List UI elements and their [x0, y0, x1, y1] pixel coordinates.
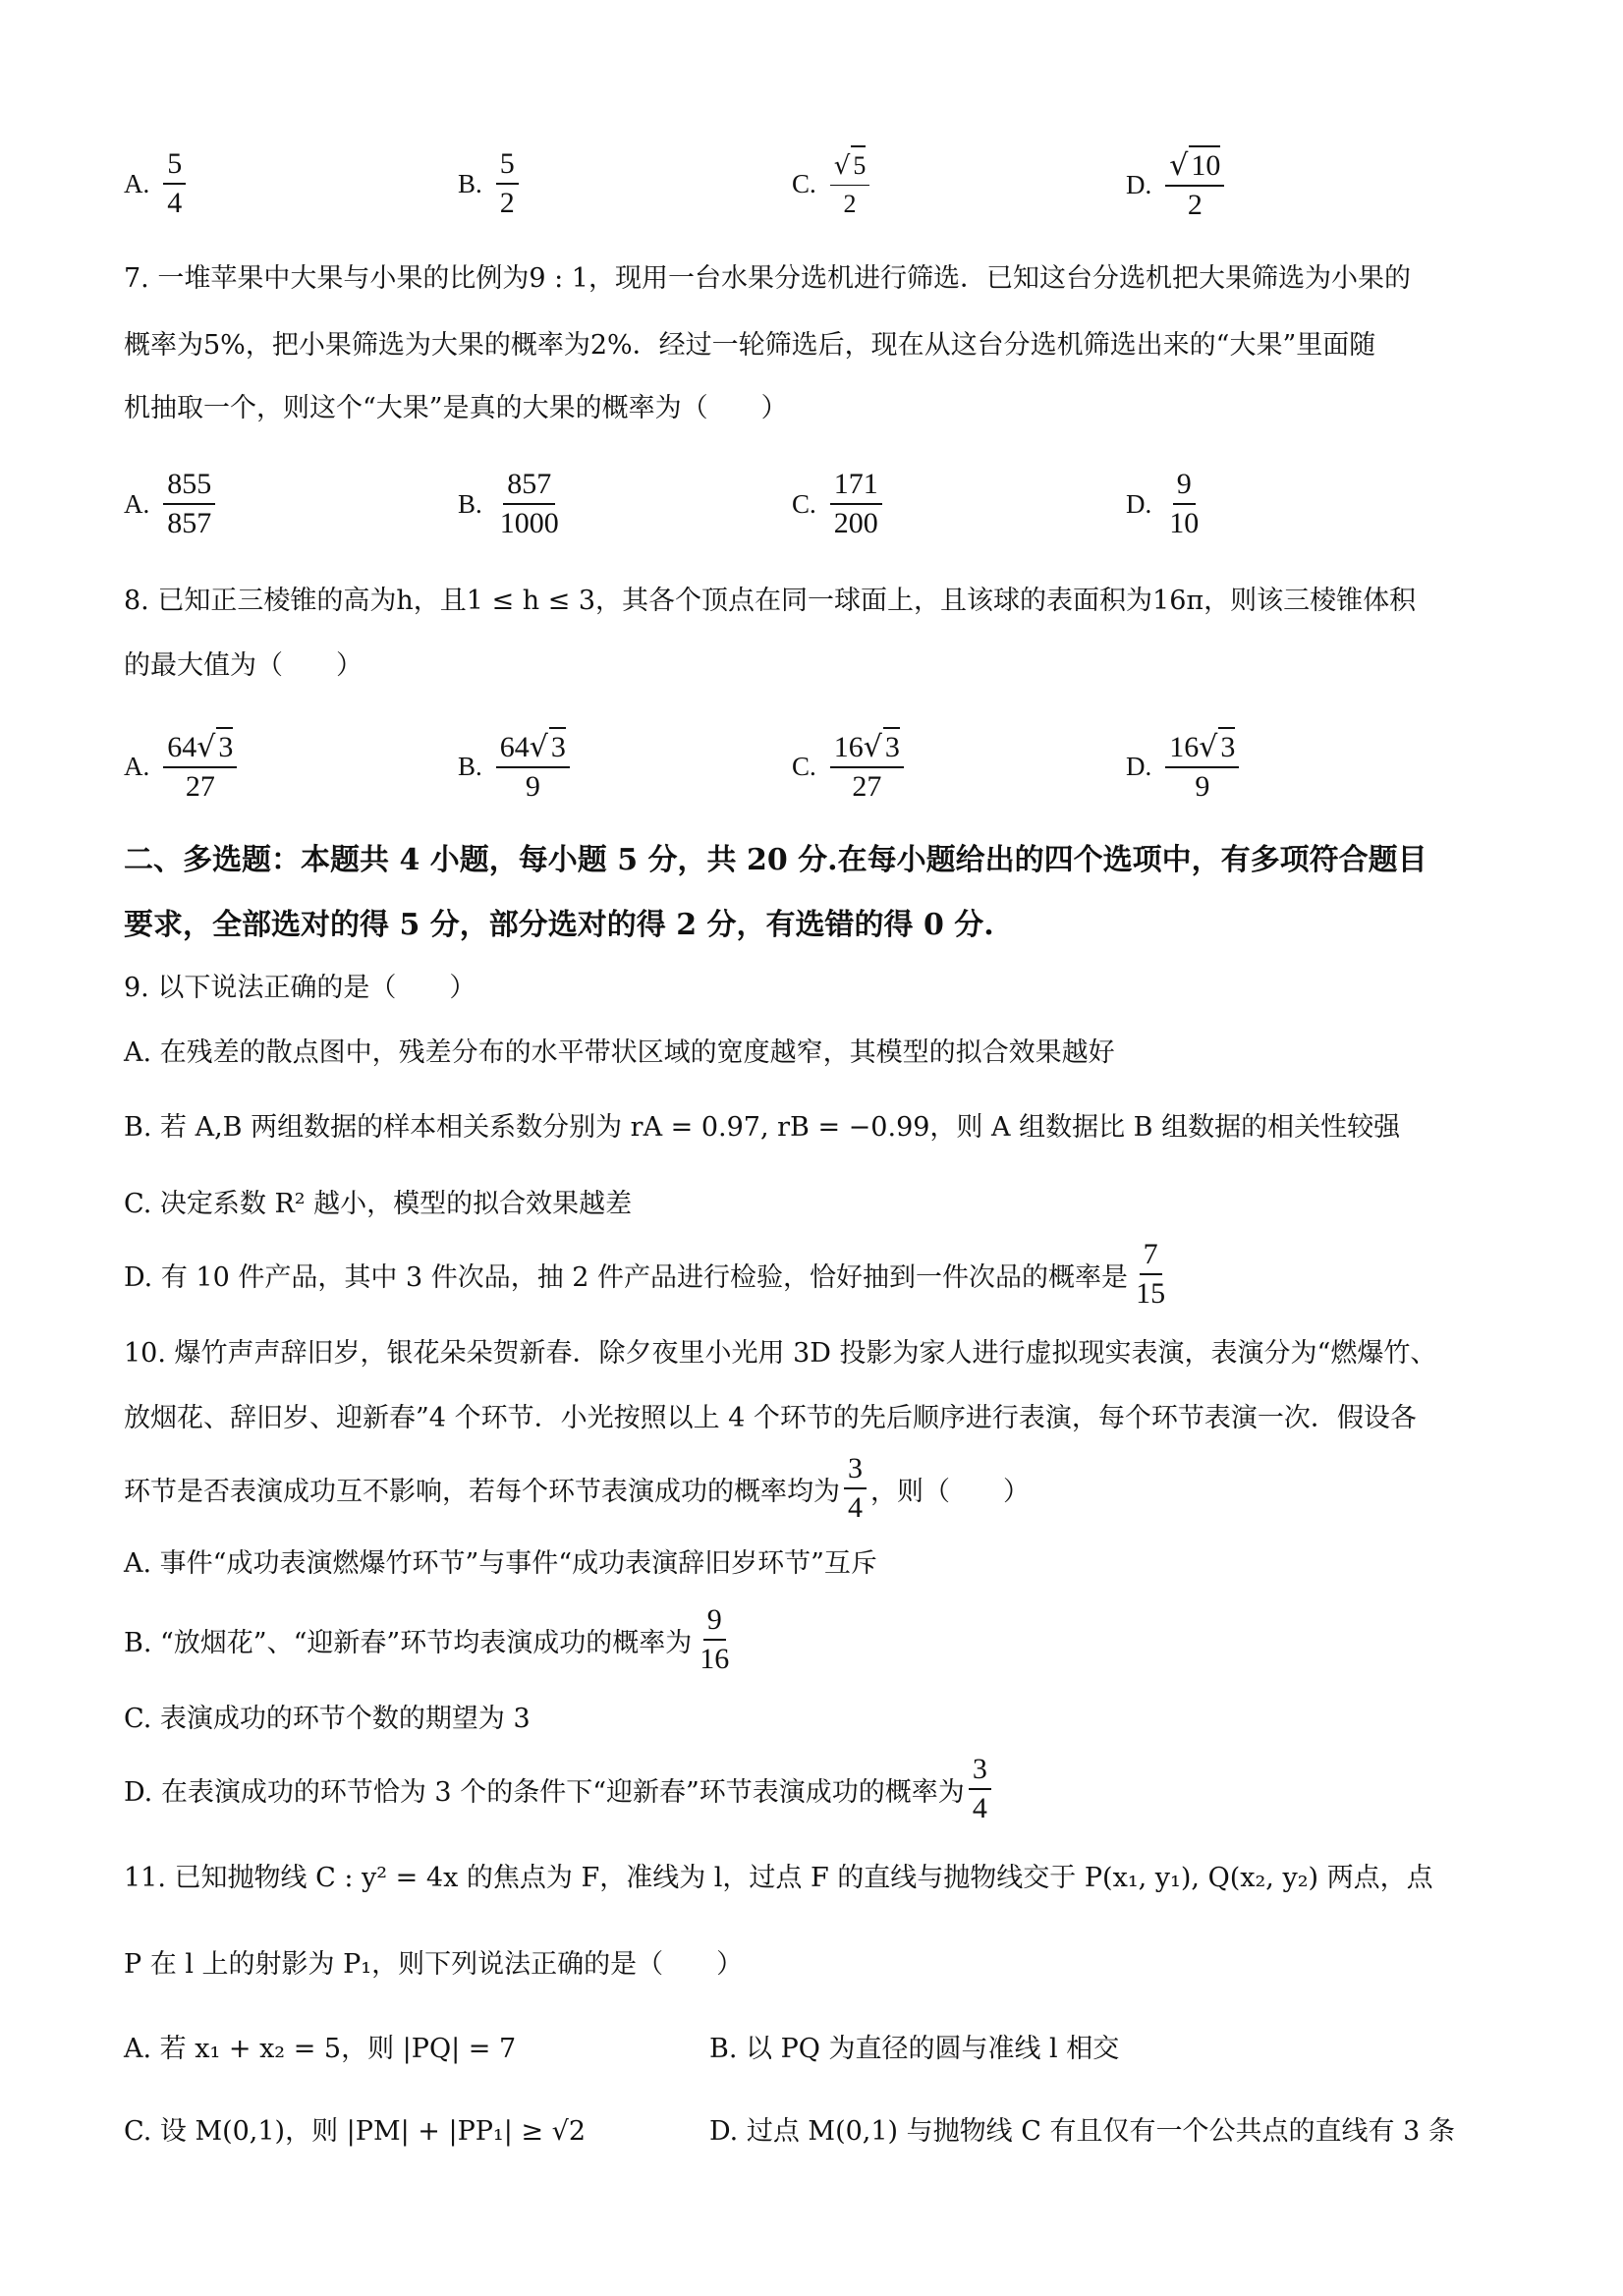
option-label: D.: [1126, 488, 1152, 519]
option-label: C.: [792, 488, 816, 519]
fraction: [496, 727, 570, 806]
q7-stem-line-1: 7. 一堆苹果中大果与小果的比例为9 : 1，现用一台水果分选机进行筛选．已知这台分选机把大果筛选为小果的: [124, 263, 1411, 294]
denominator: 4: [167, 187, 183, 219]
denominator: 2: [843, 190, 857, 218]
radicand: 3: [549, 727, 566, 766]
q9-option-d: [124, 1236, 1173, 1313]
q6-option-b: [458, 145, 523, 222]
denominator: 27: [852, 770, 882, 803]
fraction: [163, 466, 215, 542]
denominator: 10: [1169, 507, 1200, 539]
fraction: [163, 727, 237, 806]
coefficient: 64: [499, 731, 530, 763]
numerator: 171: [830, 466, 882, 505]
numerator: [1165, 145, 1224, 187]
q8-option-a: [124, 727, 241, 806]
q9-option-a: A. 在残差的散点图中，残差分布的水平带状区域的宽度越窄，其模型的拟合效果越好: [124, 1037, 1115, 1068]
q9-option-c: C. 决定系数 R² 越小，模型的拟合效果越差: [124, 1189, 633, 1219]
fraction: [1165, 145, 1224, 224]
radical-sign: √: [1169, 148, 1189, 183]
radicand: 3: [1218, 727, 1235, 766]
option-label: A.: [124, 751, 150, 781]
denominator: 4: [848, 1491, 863, 1524]
q10-stem-line-3: [124, 1450, 1030, 1527]
fraction: [1132, 1236, 1169, 1313]
q9-option-b: B. 若 A,B 两组数据的样本相关系数分别为 rA = 0.97, rB = −0.99，则 A 组数据比 B 组数据的相关性较强: [124, 1112, 1401, 1143]
option-text: D. 有 10 件产品，其中 3 件次品，抽 2 件产品进行检验，恰好抽到一件次品的概率是: [124, 1261, 1129, 1293]
denominator: 1000: [499, 507, 559, 539]
option-label: C.: [792, 751, 816, 781]
q6-option-c: [792, 145, 873, 223]
fraction: [830, 145, 870, 223]
coefficient: 16: [1169, 731, 1200, 763]
option-text: D. 在表演成功的环节恰为 3 个的条件下“迎新春”环节表演成功的概率为: [124, 1776, 965, 1808]
denominator: 857: [167, 507, 212, 539]
denominator: 9: [525, 770, 540, 803]
q8-option-b: [458, 727, 574, 806]
q8-stem-line-1: 8. 已知正三棱锥的高为h，且1 ≤ h ≤ 3，其各个顶点在同一球面上，且该球的表面积为16π，则该三棱锥体积: [124, 586, 1417, 616]
option-label: B.: [458, 168, 482, 198]
denominator: 200: [833, 507, 878, 539]
q7-option-b: [458, 466, 567, 542]
fraction: [496, 466, 563, 542]
numerator: 855: [163, 466, 215, 505]
fraction: [844, 1450, 867, 1527]
q7-stem-line-2: 概率为5%，把小果筛选为大果的概率为2%．经过一轮筛选后，现在从这台分选机筛选出来的“大果”里面随: [124, 330, 1376, 361]
radical-sign: √: [833, 151, 851, 181]
fraction: [830, 727, 904, 806]
numerator: [1165, 727, 1239, 768]
fraction: [496, 145, 519, 222]
option-label: C.: [792, 169, 816, 198]
option-text: B. “放烟花”、“迎新春”环节均表演成功的概率为: [124, 1627, 693, 1658]
q11-stem-line-2: P 在 l 上的射影为 P₁，则下列说法正确的是（ ）: [124, 1949, 744, 1980]
q9-stem: 9. 以下说法正确的是（ ）: [124, 973, 476, 1003]
numerator: 9: [703, 1601, 726, 1641]
stem-tail: ，则（ ）: [870, 1476, 1030, 1507]
numerator: 3: [844, 1450, 867, 1489]
q10-option-c: C. 表演成功的环节个数的期望为 3: [124, 1704, 531, 1734]
section-header-line-2: 要求，全部选对的得 5 分，部分选对的得 2 分，有选错的得 0 分.: [124, 908, 994, 942]
q11-stem-line-1: 11. 已知抛物线 C : y² = 4x 的焦点为 F，准线为 l，过点 F 的直线与抛物线交于 P(x₁, y₁), Q(x₂, y₂) 两点，点: [124, 1863, 1433, 1893]
q11-option-b: B. 以 PQ 为直径的圆与准线 l 相交: [709, 2034, 1120, 2064]
radical-sign: √: [529, 730, 548, 764]
radical-sign: √: [863, 730, 882, 764]
denominator: 2: [499, 187, 515, 219]
q6-option-d: [1126, 145, 1228, 224]
section-header-line-1: 二、多选题：本题共 4 小题，每小题 5 分，共 20 分.在每小题给出的四个选项中，有多项符合题目: [124, 843, 1427, 877]
q7-option-a: [124, 466, 219, 542]
denominator: 9: [1195, 770, 1210, 803]
fraction: [1165, 466, 1203, 542]
fraction: [830, 466, 882, 542]
radicand: 10: [1189, 145, 1220, 185]
numerator: 9: [1173, 466, 1196, 505]
numerator: [830, 727, 904, 768]
denominator: 2: [1187, 189, 1203, 221]
q10-option-b: [124, 1601, 737, 1678]
q11-option-c: C. 设 M(0,1)，则 |PM| + |PP₁| ≥ √2: [124, 2116, 586, 2147]
fraction: [1165, 727, 1239, 806]
numerator: [496, 727, 570, 768]
radical-sign: √: [196, 730, 216, 764]
fraction: [163, 145, 186, 222]
numerator: [163, 727, 237, 768]
q11-option-d: D. 过点 M(0,1) 与抛物线 C 有且仅有一个公共点的直线有 3 条: [709, 2116, 1455, 2147]
radical-sign: √: [1199, 730, 1218, 764]
denominator: 15: [1136, 1277, 1166, 1310]
numerator: 7: [1140, 1236, 1162, 1275]
option-label: A.: [124, 168, 150, 198]
option-label: D.: [1126, 751, 1152, 781]
radicand: 3: [216, 727, 233, 766]
q10-option-d: [124, 1751, 995, 1827]
denominator: 4: [972, 1792, 987, 1824]
q10-stem-line-1: 10. 爆竹声声辞旧岁，银花朵朵贺新春．除夕夜里小光用 3D 投影为家人进行虚拟现实表演，表演分为“燃爆竹、: [124, 1338, 1437, 1369]
option-label: B.: [458, 751, 482, 781]
option-label: B.: [458, 488, 482, 519]
option-label: A.: [124, 488, 150, 519]
q11-option-a: A. 若 x₁ + x₂ = 5，则 |PQ| = 7: [124, 2034, 517, 2064]
q8-option-c: [792, 727, 908, 806]
radicand: 5: [851, 145, 866, 185]
coefficient: 16: [833, 731, 864, 763]
q8-stem-line-2: 的最大值为（ ）: [124, 650, 363, 681]
q8-option-d: [1126, 727, 1243, 806]
option-label: D.: [1126, 169, 1152, 199]
q7-stem-line-3: 机抽取一个，则这个“大果”是真的大果的概率为（ ）: [124, 393, 788, 423]
numerator: 857: [503, 466, 555, 505]
numerator: 5: [163, 145, 186, 185]
stem-text: 环节是否表演成功互不影响，若每个环节表演成功的概率均为: [124, 1476, 840, 1507]
fraction: [696, 1601, 733, 1678]
coefficient: 64: [167, 731, 197, 763]
q10-stem-line-2: 放烟花、辞旧岁、迎新春”4 个环节．小光按照以上 4 个环节的先后顺序进行表演，每个环节表演一次．假设各: [124, 1403, 1417, 1433]
radicand: 3: [883, 727, 900, 766]
numerator: [830, 145, 870, 186]
q10-option-a: A. 事件“成功表演燃爆竹环节”与事件“成功表演辞旧岁环节”互斥: [124, 1548, 877, 1579]
numerator: 5: [496, 145, 519, 185]
q6-option-a: [124, 145, 190, 222]
denominator: 16: [700, 1643, 730, 1675]
denominator: 27: [185, 770, 215, 803]
q7-option-d: [1126, 466, 1206, 542]
numerator: 3: [969, 1751, 991, 1790]
q7-option-c: [792, 466, 886, 542]
fraction: [969, 1751, 991, 1827]
